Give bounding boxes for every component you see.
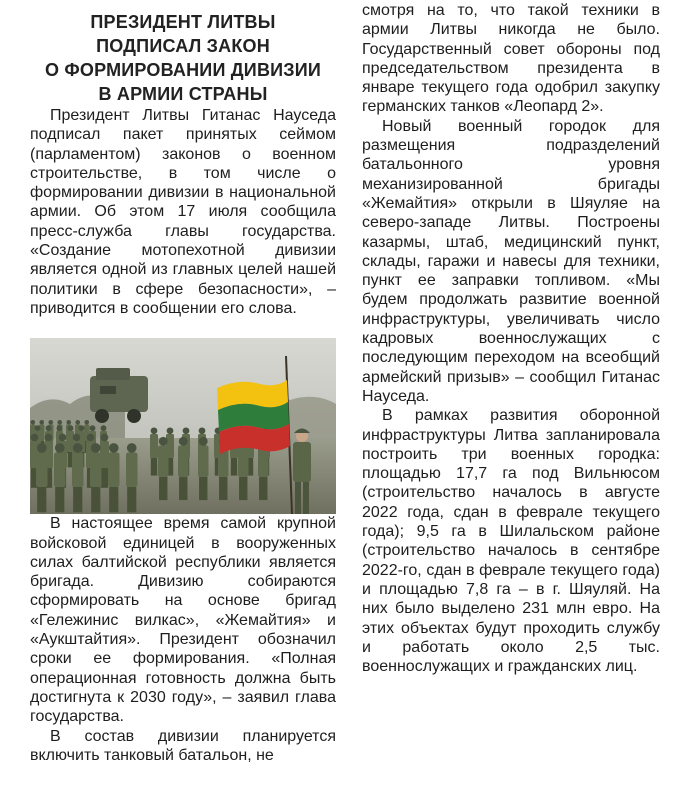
soldier-figure — [54, 443, 66, 512]
soldier-figure — [198, 437, 209, 500]
headline-line-1: ПРЕЗИДЕНТ ЛИТВЫ — [90, 12, 276, 32]
soldier-figure — [72, 443, 84, 512]
soldier-figure — [126, 443, 138, 512]
soldiers-with-flag-image — [30, 338, 336, 514]
paragraph-2: В настоящее время самой крупной войсковой единицей в вооруженных силах балтийской республики является бригада. Дивизию собираются сформировать на основе бригад «Гележинис вилкас», «Жемайтия» и «Аукштайтия». Президент обозначил сроки ее формирования. «Полная операционная готовность должна быть достигнута к 2030 году», – заявил глава государства. — [30, 515, 336, 726]
left-column — [30, 0, 336, 765]
soldier-figure — [90, 443, 102, 512]
paragraph-5: В рамках развития оборонной инфраструктуры Литва запланировала построить три военных городка: площадью 17,7 га под Вильнюсом (строительство началось в августе 2022 года, сдан в феврале текущего года); 9,5 га в Шилальском районе (строительство началось в сентябре 2022-го, сдан в феврале текущего года) и площадью 7,8 га – в г. Шяуляй. На них было выделено 231 млн евро. На этих объектах будут проходить службу и работать около 2,5 тыс. военнослужащих и гражданских лиц. — [362, 407, 660, 676]
right-column — [362, 0, 660, 676]
soldier-figure — [108, 443, 120, 512]
headline-line-2: ПОДПИСАЛ ЗАКОН — [96, 36, 270, 56]
soldier-figure — [150, 428, 158, 476]
soldier-figure — [158, 437, 169, 500]
headline — [30, 10, 336, 106]
soldier-figure — [178, 437, 189, 500]
soldier-figure — [36, 443, 48, 512]
paragraph-3: В состав дивизии планируется включить танковый батальон, не — [30, 727, 336, 764]
headline-line-3: О ФОРМИРОВАНИИ ДИВИЗИИ — [44, 60, 322, 80]
paragraph-continuation: смотря на то, что такой техники в армии Литвы никогда не было. Государственный совет обороны под председательством президента в январе текущего года одобрил закупку германских танков «Леопард 2». — [362, 2, 660, 116]
article-photo — [30, 338, 336, 514]
lead-paragraph: Президент Литвы Гитанас Науседа подписал пакет принятых сеймом (парламентом) законов о военном строительстве, в том числе о формировании дивизии в национальной армии. Об этом 17 июля сообщила пресс-служба главы государства. «Создание мотопехотной дивизии является одной из главных целей нашей политики в сфере безопасности», – приводится в сообщении его слова. — [30, 107, 336, 317]
headline-line-4: В АРМИИ СТРАНЫ — [98, 84, 268, 104]
paragraph-4: Новый военный городок для размещения подразделений батальонного уровня механизированной бригады «Жемайтия» открыли в Шяуляе на северо-западе Литвы. Построены казармы, штаб, медицинский пункт, склады, гаражи и навесы для техники, пункт ее заправки топливом. «Мы будем продолжать развитие военной инфраструктуры, увеличивать число кадровых военнослужащих с последующим переходом на всеобщий армейский призыв» – сообщил Гитанас Науседа. — [362, 117, 660, 405]
